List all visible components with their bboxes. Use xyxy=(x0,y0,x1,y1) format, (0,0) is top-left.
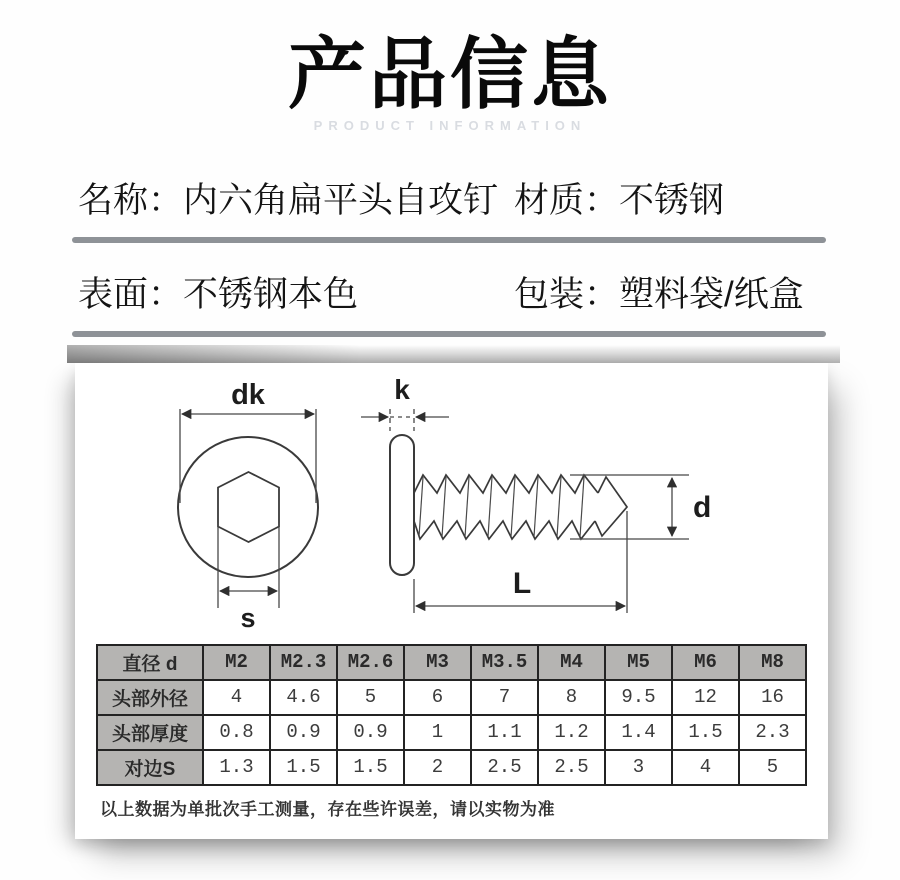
page-subtitle: PRODUCT INFORMATION xyxy=(313,117,587,133)
spec-table-header-row xyxy=(97,645,806,680)
page-title: 产品信息 xyxy=(287,30,612,118)
spec-cell: 8 xyxy=(538,680,605,715)
attribute-row-1 xyxy=(78,173,836,223)
attribute-value: 不锈钢 xyxy=(619,180,725,220)
screw-tip xyxy=(595,477,627,536)
spec-row-label: 对边S xyxy=(97,750,203,785)
spec-col-header: M6 xyxy=(672,645,739,680)
d-label: d xyxy=(693,490,712,524)
s-dimension xyxy=(218,523,279,608)
spec-cell: 2.5 xyxy=(471,750,538,785)
spec-col-header: M3 xyxy=(404,645,471,680)
spec-cell: 5 xyxy=(739,750,806,785)
spec-cell: 2.3 xyxy=(739,715,806,750)
head-outline-circle xyxy=(178,437,318,577)
dk-label: dk xyxy=(231,378,265,411)
thread-top-profile xyxy=(414,475,598,493)
hex-socket xyxy=(218,472,279,542)
spec-cell: 1.5 xyxy=(337,750,404,785)
attribute-label: 包装： xyxy=(514,274,620,314)
attribute-label: 表面： xyxy=(78,274,184,314)
spec-cell: 1.3 xyxy=(203,750,270,785)
l-label: L xyxy=(512,566,532,600)
side-view-group xyxy=(390,435,627,575)
spec-cell: 4 xyxy=(203,680,270,715)
spec-col-header: M5 xyxy=(605,645,672,680)
spec-cell: 2.5 xyxy=(538,750,605,785)
spec-cell: 1.5 xyxy=(672,715,739,750)
spec-cell: 3 xyxy=(605,750,672,785)
spec-col-header: M4 xyxy=(538,645,605,680)
spec-col-header: M2 xyxy=(203,645,270,680)
spec-col-header: M2.6 xyxy=(337,645,404,680)
spec-col-header: M3.5 xyxy=(471,645,538,680)
attribute-packaging xyxy=(514,267,804,317)
spec-cell: 0.9 xyxy=(337,715,404,750)
spec-cell: 1.1 xyxy=(471,715,538,750)
k-dimension xyxy=(361,409,449,431)
product-attributes xyxy=(78,173,836,337)
spec-row-across-flats xyxy=(97,750,806,785)
attribute-label: 名称： xyxy=(78,180,184,220)
k-label: k xyxy=(394,373,410,405)
spec-cell: 6 xyxy=(404,680,471,715)
spec-cell: 5 xyxy=(337,680,404,715)
thread-bottom-profile xyxy=(414,521,595,539)
spec-cell: 0.9 xyxy=(270,715,337,750)
attribute-value: 不锈钢本色 xyxy=(183,274,359,314)
spec-row-head-outer-diameter xyxy=(97,680,806,715)
spec-table xyxy=(96,644,807,786)
attribute-name xyxy=(78,173,514,223)
divider xyxy=(72,331,826,337)
attribute-label: 材质： xyxy=(514,180,620,220)
page-header xyxy=(0,0,900,133)
spec-cell: 4 xyxy=(672,750,739,785)
spec-cell: 4.6 xyxy=(270,680,337,715)
spec-card xyxy=(75,363,828,839)
attribute-value: 塑料袋/纸盒 xyxy=(619,274,804,314)
s-label: s xyxy=(240,602,256,633)
spec-col-header: 直径 d xyxy=(97,645,203,680)
spec-row-label: 头部外径 xyxy=(97,680,203,715)
spec-cell: 16 xyxy=(739,680,806,715)
screw-technical-drawing xyxy=(75,365,828,641)
spec-cell: 9.5 xyxy=(605,680,672,715)
measurement-note: 以上数据为单批次手工测量，存在些许误差，请以实物为准 xyxy=(100,799,555,819)
spec-cell: 12 xyxy=(672,680,739,715)
spec-row-head-thickness xyxy=(97,715,806,750)
spec-cell: 1 xyxy=(404,715,471,750)
spec-col-header: M8 xyxy=(739,645,806,680)
spec-cell: 0.8 xyxy=(203,715,270,750)
screw-head xyxy=(390,435,414,575)
spec-cell: 1.4 xyxy=(605,715,672,750)
spec-cell: 1.2 xyxy=(538,715,605,750)
divider xyxy=(72,237,826,243)
spec-cell: 2 xyxy=(404,750,471,785)
top-view-group xyxy=(178,437,318,577)
spec-cell: 1.5 xyxy=(270,750,337,785)
spec-row-label: 头部厚度 xyxy=(97,715,203,750)
attribute-row-2 xyxy=(78,267,836,317)
spec-col-header: M2.3 xyxy=(270,645,337,680)
attribute-value: 内六角扁平头自攻钉 xyxy=(183,180,499,220)
attribute-surface xyxy=(78,267,514,317)
spec-cell: 7 xyxy=(471,680,538,715)
attribute-material xyxy=(514,173,724,223)
